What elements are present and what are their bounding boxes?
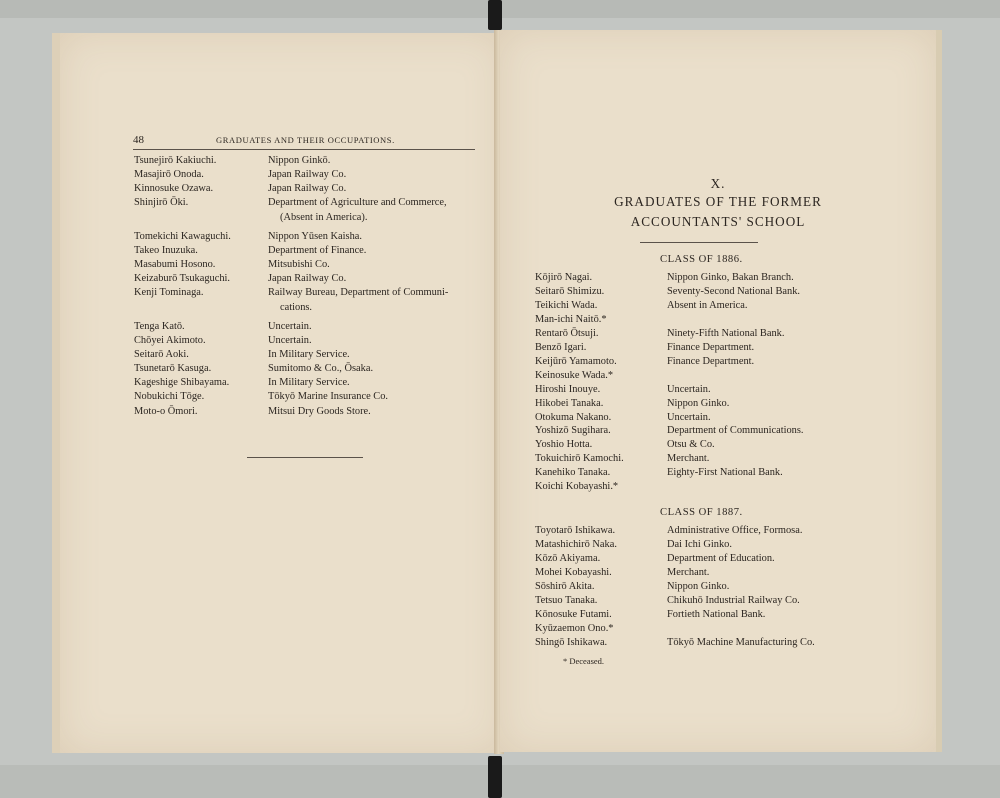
graduate-name: Man-ichi Naitō.* (535, 313, 607, 325)
binding-clip-top (488, 0, 502, 30)
graduate-name: Kōnosuke Futami. (535, 608, 612, 620)
graduate-occupation: Fortieth National Bank. (667, 608, 766, 620)
graduate-occupation: Seventy-Second National Bank. (667, 285, 801, 297)
graduate-occupation: Department of Communications. (667, 425, 804, 437)
graduate-occupation: Department of Finance. (268, 244, 367, 256)
graduate-name: Otokuma Nakano. (535, 411, 612, 423)
graduate-name: Takeo Inuzuka. (134, 244, 198, 256)
graduate-name: Koichi Kobayashi.* (535, 481, 619, 493)
graduate-name: Sōshirō Akita. (535, 580, 595, 592)
graduate-occupation: Sumitomo & Co., Ōsaka. (268, 363, 374, 375)
graduate-occupation: Eighty-First National Bank. (667, 467, 783, 479)
graduate-occupation: Uncertain. (268, 334, 312, 346)
right-page (500, 30, 942, 752)
section-heading-line2: ACCOUNTANTS' SCHOOL (630, 214, 806, 229)
graduate-occupation: Nippon Ginko, Bakan Branch. (667, 272, 794, 283)
graduate-name: Benzō Igari. (535, 341, 587, 353)
graduate-occupation: cations. (280, 301, 313, 313)
graduate-occupation: Merchant. (667, 453, 710, 465)
page-number: 48 (133, 134, 144, 146)
graduate-name: Chōyei Akimoto. (134, 334, 206, 346)
graduate-name: Masabumi Hosono. (134, 259, 216, 271)
graduate-name: Keijūrō Yamamoto. (535, 355, 617, 367)
graduate-name: Rentarō Ōtsuji. (535, 327, 599, 339)
graduate-occupation: Uncertain. (667, 411, 711, 423)
graduate-name: Shingō Ishikawa. (535, 636, 608, 648)
graduate-occupation: Nippon Ginko. (667, 397, 730, 409)
graduate-occupation: Chikuhō Industrial Railway Co. (667, 594, 800, 606)
graduate-name: Tsunejirō Kakiuchi. (134, 155, 217, 166)
graduate-name: Seitarō Shimizu. (535, 285, 605, 297)
graduate-occupation: Merchant. (667, 566, 710, 578)
graduate-occupation: Nippon Ginko. (667, 580, 730, 592)
graduate-name: Kenji Tominaga. (134, 287, 204, 299)
graduate-occupation: In Military Service. (268, 348, 350, 360)
graduate-name: Tenga Katō. (134, 320, 185, 332)
graduate-occupation: Otsu & Co. (667, 439, 715, 451)
graduate-occupation: Railway Bureau, Department of Communi- (268, 287, 449, 299)
graduate-occupation: Department of Education. (667, 552, 775, 564)
graduate-occupation: Japan Railway Co. (268, 183, 347, 195)
left-page (52, 33, 504, 753)
graduate-occupation: Administrative Office, Formosa. (667, 525, 803, 536)
graduate-name: Yoshizō Sugihara. (535, 425, 611, 437)
graduate-name: Toyotarō Ishikawa. (535, 525, 616, 536)
class-1887-title: CLASS OF 1887. (660, 507, 743, 518)
graduate-name: Moto-o Ōmori. (134, 405, 198, 417)
graduate-occupation: Department of Agriculture and Commerce, (268, 197, 447, 209)
graduate-name: Tomekichi Kawaguchi. (134, 230, 231, 242)
class-1886-title: CLASS OF 1886. (660, 254, 743, 265)
graduate-name: Tokuichirō Kamochi. (535, 453, 624, 465)
graduate-name: Seitarō Aoki. (134, 348, 189, 360)
graduate-name: Keizaburō Tsukaguchi. (134, 273, 231, 285)
graduate-name: Kōjirō Nagai. (535, 272, 593, 283)
graduate-occupation: Dai Ichi Ginko. (667, 538, 732, 550)
graduate-name: Shinjirō Ōki. (134, 197, 189, 209)
graduate-occupation: Ninety-Fifth National Bank. (667, 327, 785, 339)
graduate-occupation: Mitsubishi Co. (268, 259, 330, 271)
graduate-name: Yoshio Hotta. (535, 439, 593, 451)
graduate-name: Nobukichi Tōge. (134, 391, 205, 403)
graduate-name: Tetsuo Tanaka. (535, 594, 598, 606)
graduate-name: Mohei Kobayashi. (535, 566, 612, 578)
graduate-occupation: Uncertain. (667, 383, 711, 395)
graduate-name: Matashichirō Naka. (535, 538, 617, 550)
graduate-name: Kageshige Shibayama. (134, 377, 230, 389)
graduate-occupation: Nippon Ginkō. (268, 155, 331, 166)
graduate-name: Kyūzaemon Ono.* (535, 622, 614, 634)
binding-clip-bottom (488, 756, 502, 798)
heading-rule (640, 242, 758, 243)
graduate-occupation: Absent in America. (667, 299, 748, 311)
graduate-occupation: Japan Railway Co. (268, 273, 347, 285)
graduate-name: Hikobei Tanaka. (535, 397, 604, 409)
graduate-name: Teikichi Wada. (535, 299, 598, 311)
header-rule (133, 149, 475, 150)
footnote: * Deceased. (563, 656, 605, 666)
graduate-occupation: (Absent in America). (280, 211, 368, 223)
graduate-occupation: Mitsui Dry Goods Store. (268, 405, 371, 417)
graduate-name: Kanehiko Tanaka. (535, 467, 611, 479)
graduate-occupation: Uncertain. (268, 320, 312, 332)
graduate-name: Masajirō Onoda. (134, 169, 204, 181)
graduate-name: Kinnosuke Ozawa. (134, 183, 214, 195)
graduate-occupation: Tōkyō Machine Manufacturing Co. (667, 636, 815, 648)
graduate-occupation: Nippon Yūsen Kaisha. (268, 230, 362, 242)
graduate-name: Keinosuke Wada.* (535, 369, 614, 381)
graduate-name: Hiroshi Inouye. (535, 383, 601, 395)
section-number: X. (710, 176, 726, 191)
graduate-occupation: Finance Department. (667, 341, 755, 353)
graduate-occupation: Finance Department. (667, 355, 755, 367)
graduate-name: Kōzō Akiyama. (535, 552, 601, 564)
section-heading-line1: GRADUATES OF THE FORMER (614, 194, 822, 209)
graduate-occupation: Tōkyō Marine Insurance Co. (268, 391, 389, 403)
graduate-name: Tsunetarō Kasuga. (134, 363, 212, 375)
graduate-occupation: Japan Railway Co. (268, 169, 347, 181)
graduate-occupation: In Military Service. (268, 377, 350, 389)
running-head: GRADUATES AND THEIR OCCUPATIONS. (216, 135, 395, 145)
end-rule (247, 457, 363, 458)
